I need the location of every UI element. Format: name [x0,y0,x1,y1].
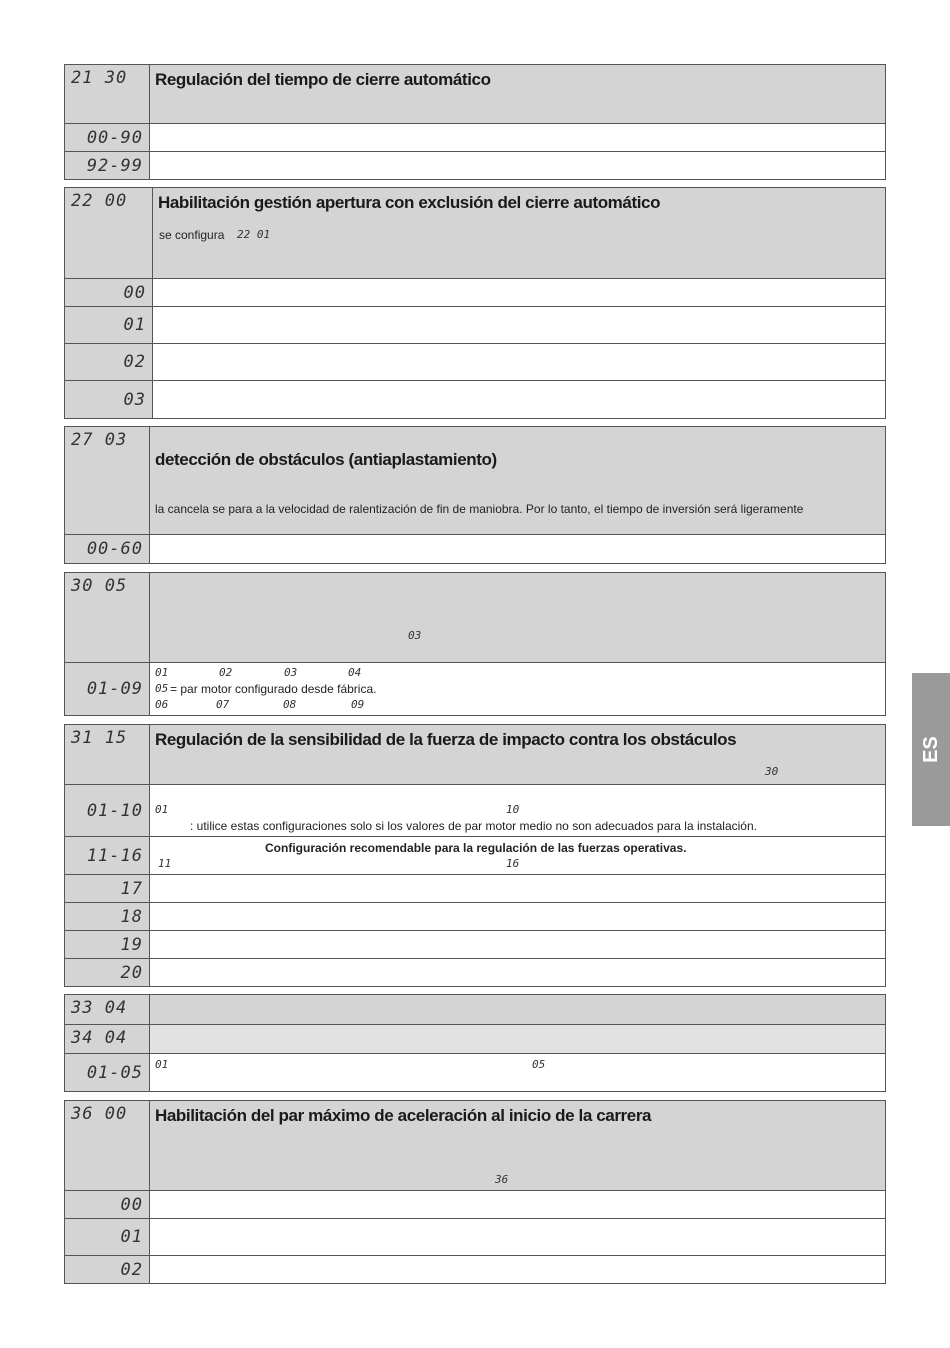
value-desc [150,1191,885,1218]
param-header-code: 30 [765,765,779,778]
param-code: 21 30 [65,65,150,123]
value-code: 00-90 [65,124,150,151]
value-code: 17 [65,875,150,902]
value-code: 19 [65,931,150,958]
value-code: 92-99 [65,152,150,179]
value-row [65,837,885,875]
option-code: 07 [216,698,230,711]
param-header-code: 36 [495,1173,509,1186]
param-header-desc [153,188,885,278]
option-code: 08 [283,698,297,711]
value-row [65,959,885,986]
param-block-3005 [64,572,886,716]
value-row [65,931,885,959]
value-desc [150,875,885,902]
value-code: 01-10 [65,785,150,836]
param-header [65,427,885,535]
param-code: 36 00 [65,1101,150,1190]
value-desc [150,1256,885,1283]
value-row [65,344,885,381]
language-tab [912,673,950,826]
param-title: Regulación de la sensibilidad de la fuerza de impacto contra los obstáculos [155,730,737,749]
value-desc [153,307,885,343]
param-header [65,1101,885,1191]
option-code: 06 [155,698,169,711]
range-start-code: 01 [155,1058,169,1071]
param-header-desc [150,1025,885,1053]
value-code: 01-05 [65,1054,150,1091]
value-desc [153,344,885,380]
value-code: 01 [65,1219,150,1255]
value-desc [150,931,885,958]
value-code: 00 [65,1191,150,1218]
value-row [65,903,885,931]
param-code: 27 03 [65,427,150,534]
param-block-3115 [64,724,886,987]
param-header [65,65,885,124]
param-header [65,573,885,663]
value-code: 11-16 [65,837,150,874]
value-row [65,381,885,418]
option-code: 01 [155,666,169,679]
value-row [65,663,885,715]
value-desc [150,837,885,874]
value-desc [153,381,885,418]
param-code: 30 05 [65,573,150,662]
value-row [65,875,885,903]
option-code: 02 [219,666,233,679]
option-text: = par motor configurado desde fábrica. [170,682,377,696]
language-tab-label: ES [919,736,942,763]
param-code: 34 04 [65,1025,150,1053]
param-block-2703 [64,426,886,564]
value-desc [150,959,885,986]
option-code: 09 [351,698,365,711]
param-code: 22 00 [65,188,153,278]
value-row [65,124,885,152]
value-code: 20 [65,959,150,986]
param-header [65,995,885,1025]
param-block-2200 [64,187,886,419]
param-block-3600 [64,1100,886,1284]
param-header-desc [150,427,885,534]
option-code: 05 [155,682,169,695]
option-code: 03 [284,666,298,679]
value-desc [150,903,885,930]
value-row [65,1054,885,1091]
range-end-code: 16 [506,857,520,870]
param-block-3304-3404 [64,994,886,1092]
value-desc [150,663,885,715]
param-block-2130 [64,64,886,180]
value-code: 18 [65,903,150,930]
param-title: Habilitación del par máximo de aceleración al inicio de la carrera [155,1106,652,1125]
param-header-desc [150,995,885,1024]
value-title: Configuración recomendable para la regulación de las fuerzas operativas. [265,841,687,855]
param-note-code: 22 01 [237,228,271,241]
value-row [65,535,885,563]
value-code: 00-60 [65,535,150,563]
value-desc [150,1054,885,1091]
value-row [65,279,885,307]
value-row [65,152,885,179]
range-end-code: 05 [532,1058,546,1071]
value-row [65,1191,885,1219]
value-row [65,307,885,344]
range-start-code: 11 [158,857,172,870]
param-header [65,1025,885,1054]
param-note: se configura [159,228,225,242]
range-end-code: 10 [506,803,520,816]
value-code: 01-09 [65,663,150,715]
param-header-desc [150,573,885,662]
value-text: : utilice estas configuraciones solo si los valores de par motor medio no son adecuados para la instalación. [190,819,757,833]
param-title: Habilitación gestión apertura con exclusión del cierre automático [158,193,661,212]
value-code: 01 [65,307,153,343]
value-desc [150,535,885,563]
value-desc [150,785,885,836]
param-title: Regulación del tiempo de cierre automático [155,70,491,89]
value-desc [150,124,885,151]
value-row [65,1256,885,1283]
param-text: la cancela se para a la velocidad de ralentización de fin de maniobra. Por lo tanto, el tiempo de inversión será ligeramente [155,502,804,516]
value-desc [153,279,885,306]
value-code: 03 [65,381,153,418]
param-title: detección de obstáculos (antiaplastamiento) [155,450,497,469]
param-header-desc [150,725,885,784]
value-code: 00 [65,279,153,306]
param-code: 33 04 [65,995,150,1024]
value-row [65,785,885,837]
range-start-code: 01 [155,803,169,816]
value-desc [150,152,885,179]
param-header-code: 03 [408,629,422,642]
value-desc [150,1219,885,1255]
param-header [65,188,885,279]
param-header [65,725,885,785]
option-code: 04 [348,666,362,679]
value-code: 02 [65,1256,150,1283]
value-row [65,1219,885,1256]
param-code: 31 15 [65,725,150,784]
param-header-desc [150,65,885,123]
value-code: 02 [65,344,153,380]
param-header-desc [150,1101,885,1190]
